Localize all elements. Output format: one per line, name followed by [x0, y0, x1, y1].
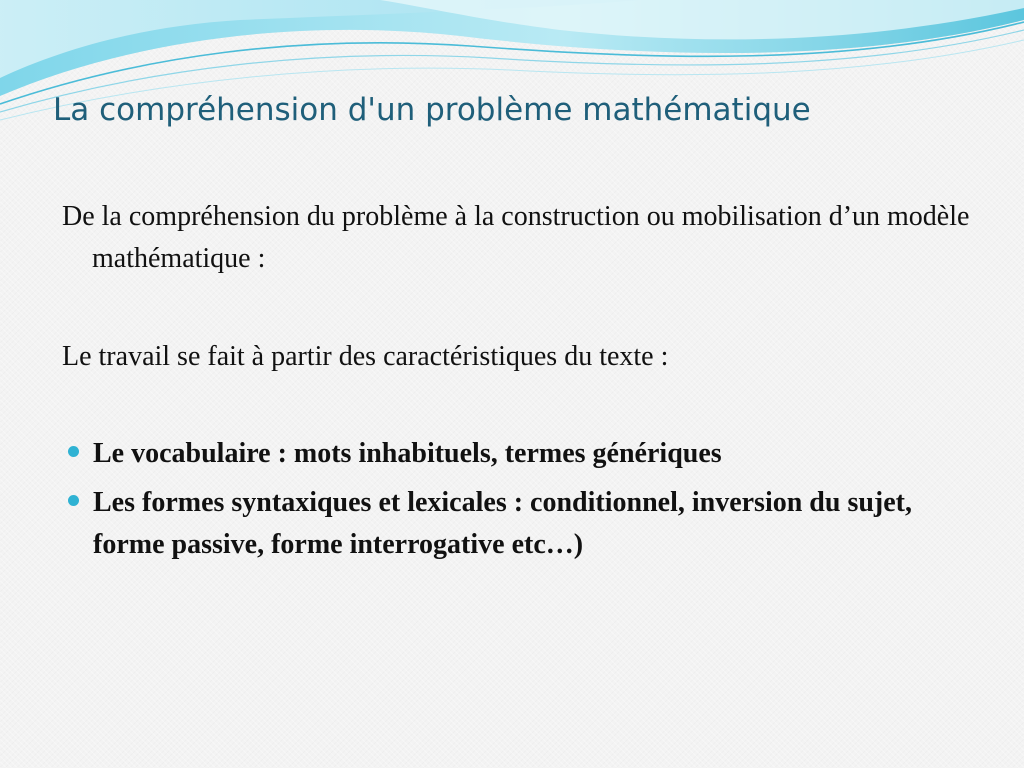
bullet-item-vocabulary	[62, 433, 962, 475]
bullet-text: Les formes syntaxiques et lexicales : conditionnel, inversion du sujet, forme passive, forme interrogative etc…)	[93, 487, 912, 560]
bullet-list	[62, 433, 962, 573]
slide-title: La compréhension d'un problème mathématique	[53, 92, 811, 128]
bullet-dot-icon	[68, 495, 79, 506]
intro-paragraph: De la compréhension du problème à la construction ou mobilisation d’un modèle mathématique :	[62, 201, 970, 274]
bullet-dot-icon	[68, 446, 79, 457]
text-characteristics-paragraph: Le travail se fait à partir des caractéristiques du texte :	[62, 341, 669, 372]
bullet-text: Le vocabulaire : mots inhabituels, termes génériques	[93, 438, 722, 469]
bullet-item-syntax	[62, 482, 962, 566]
